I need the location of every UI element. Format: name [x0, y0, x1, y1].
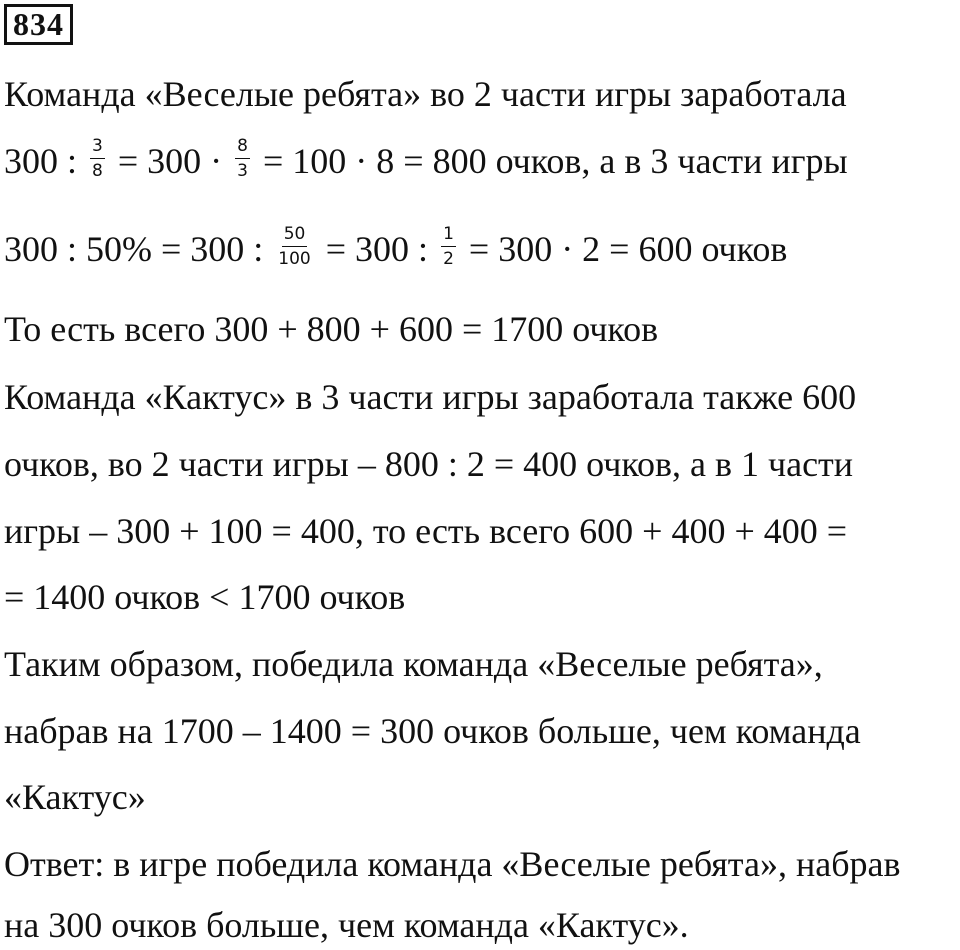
fraction-numerator: 50: [282, 224, 308, 247]
problem-number: 834: [4, 4, 73, 45]
fraction-denominator: 100: [278, 249, 311, 269]
text-segment: 300 :: [4, 140, 87, 181]
text-segment: = 300 ·: [108, 140, 232, 181]
fraction-denominator: 2: [443, 249, 454, 269]
fraction-denominator: 3: [237, 161, 248, 181]
text-line-5: Команда «Кактус» в 3 части игры заработала также 600: [4, 377, 857, 417]
fraction-numerator: 1: [441, 224, 456, 247]
text-segment: = 100 · 8 = 800 очков, а в 3 части игры: [253, 140, 848, 181]
fraction: [441, 224, 456, 269]
text-line-2: [4, 138, 848, 183]
text-segment: = 300 :: [316, 228, 438, 269]
text-line-13: на 300 очков больше, чем команда «Кактус».: [4, 905, 689, 945]
text-segment: 300 : 50% = 300 :: [4, 228, 273, 269]
text-line-7: игры – 300 + 100 = 400, то есть всего 600 + 400 + 400 =: [4, 511, 848, 551]
text-line-11: «Кактус»: [4, 777, 146, 817]
text-line-10: набрав на 1700 – 1400 = 300 очков больше, чем команда: [4, 711, 861, 751]
text-line-12: Ответ: в игре победила команда «Веселые ребята», набрав: [4, 844, 901, 884]
text-line-4: То есть всего 300 + 800 + 600 = 1700 очков: [4, 309, 659, 349]
fraction-denominator: 8: [92, 161, 103, 181]
text-line-8: = 1400 очков < 1700 очков: [4, 577, 406, 617]
text-line-9: Таким образом, победила команда «Веселые ребята»,: [4, 644, 823, 684]
fraction: [235, 136, 250, 181]
text-line-1: Команда «Веселые ребята» во 2 части игры заработала: [4, 74, 847, 114]
text-segment: = 300 · 2 = 600 очков: [459, 228, 788, 269]
fraction: [90, 136, 105, 181]
text-line-3: [4, 226, 787, 271]
text-line-6: очков, во 2 части игры – 800 : 2 = 400 очков, а в 1 части: [4, 444, 854, 484]
fraction-numerator: 8: [235, 136, 250, 159]
fraction-numerator: 3: [90, 136, 105, 159]
fraction: [276, 224, 312, 269]
